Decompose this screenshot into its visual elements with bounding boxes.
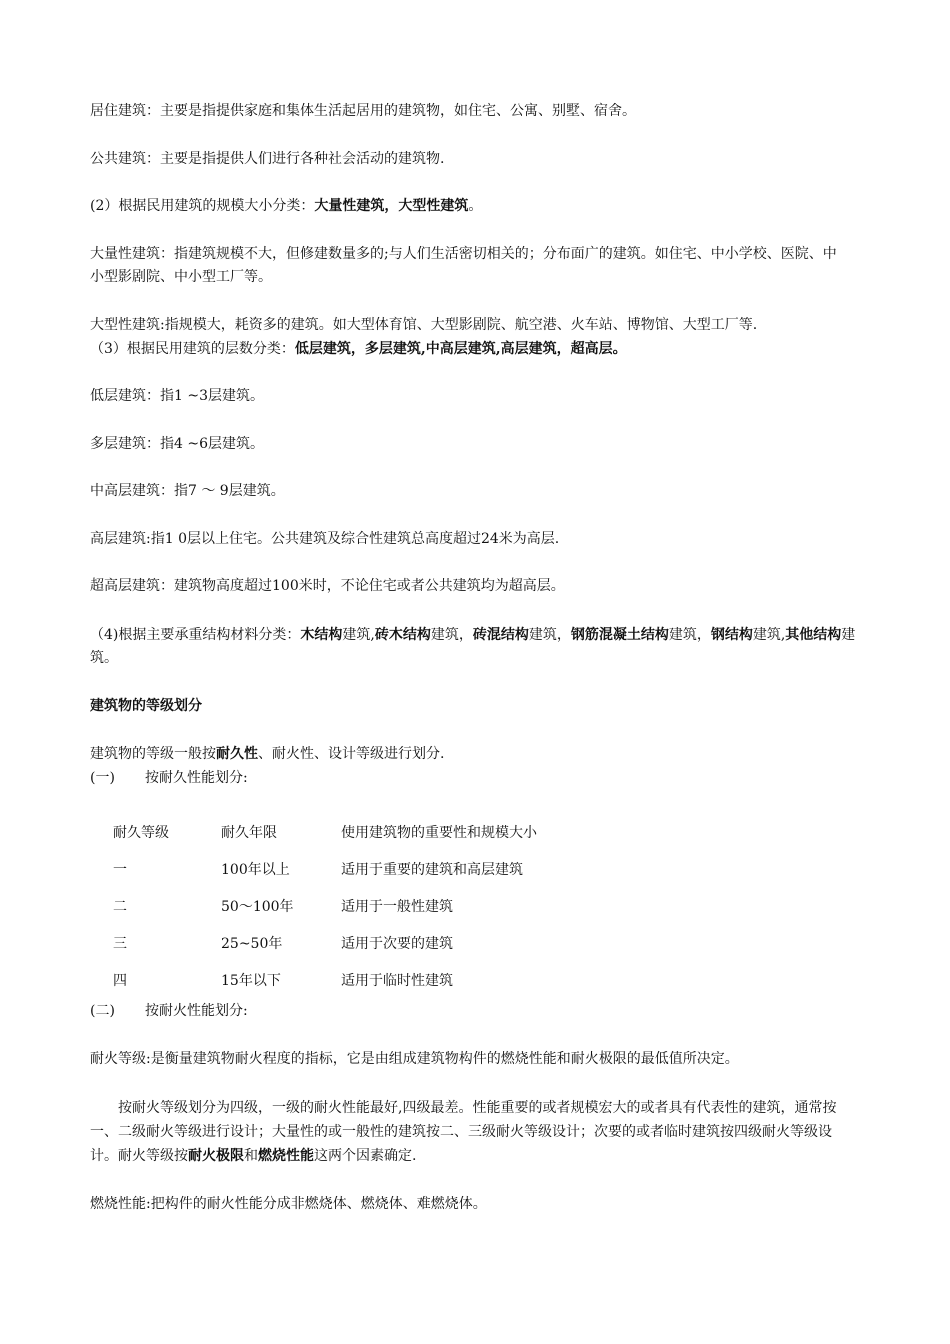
paragraph-mass-building-line2: 小型影剧院、中小型工厂等。 [90, 269, 272, 285]
text: 和 [244, 1148, 258, 1164]
paragraph-structure-material [90, 624, 865, 670]
table-row [113, 897, 453, 917]
paragraph-fire-grade-detail-line3 [90, 1145, 865, 1168]
paragraph-low-rise: 低层建筑：指1 ~3层建筑。 [90, 388, 264, 404]
subsection-number: (一) [90, 770, 115, 786]
paragraph-public: 公共建筑：主要是指提供人们进行各种社会活动的建筑物. [90, 151, 445, 167]
table-header-cell: 耐久等级 [113, 825, 169, 841]
subsection-durability [90, 767, 865, 790]
bold-text: 耐久性 [216, 746, 258, 762]
text: 建筑， [528, 627, 571, 643]
paragraph-residential: 居住建筑：主要是指提供家庭和集体生活起居用的建筑物，如住宅、公寓、别墅、宿舍。 [90, 103, 636, 119]
paragraph-super-high-rise: 超高层建筑：建筑物高度超过100米时，不论住宅或者公共建筑均为超高层。 [90, 578, 565, 594]
text: 、耐火性、设计等级进行划分. [258, 746, 445, 762]
bold-text: 低层建筑，多层建筑,中高层建筑,高层建筑，超高层。 [294, 341, 627, 357]
subsection-title: 按耐火性能划分: [145, 1003, 248, 1019]
paragraph-floor-class [90, 338, 865, 361]
paragraph-scale-class [90, 195, 865, 218]
subsection-fire-resistance [90, 1000, 865, 1023]
paragraph-fire-grade-detail-line1: 按耐火等级划分为四级，一级的耐火性能最好,四级最差。性能重要的或者规模宏大的或者具有代表性的建筑，通常按 [118, 1100, 837, 1116]
text: 建筑, [752, 627, 786, 643]
text: 建筑物的等级一般按 [90, 746, 216, 762]
bold-text: 其他结构 [785, 627, 842, 643]
text: 建筑， [430, 627, 473, 643]
table-cell: 二 [113, 899, 127, 915]
paragraph-combustion-performance: 燃烧性能:把构件的耐火性能分成非燃烧体、燃烧体、难燃烧体。 [90, 1196, 487, 1212]
table-cell: 适用于重要的建筑和高层建筑 [341, 862, 523, 878]
table-header-cell: 耐久年限 [221, 825, 277, 841]
section-heading: 建筑物的等级划分 [90, 698, 202, 714]
bold-text: 钢筋混凝土结构 [570, 627, 669, 643]
table-cell: 100年以上 [221, 862, 290, 878]
bold-text: 钢结构 [710, 627, 753, 643]
table-cell: 一 [113, 862, 127, 878]
table-row [113, 934, 453, 954]
table-header-cell: 使用建筑物的重要性和规模大小 [341, 825, 537, 841]
subsection-number: (二) [90, 1003, 115, 1019]
bold-text: 木结构 [300, 627, 343, 643]
paragraph-large-building: 大型性建筑:指规模大，耗资多的建筑。如大型体育馆、大型影剧院、航空港、火车站、博物馆、大型工厂等. [90, 317, 758, 333]
paragraph-high-rise: 高层建筑:指1 0层以上住宅。公共建筑及综合性建筑总高度超过24米为高层. [90, 531, 560, 547]
paragraph-mid-high-rise: 中高层建筑：指7 ～ 9层建筑。 [90, 483, 285, 499]
subsection-title: 按耐久性能划分: [145, 770, 248, 786]
text: 建筑。 [90, 627, 856, 666]
table-header-row [113, 823, 537, 843]
table-cell: 三 [113, 936, 127, 952]
table-cell: 四 [113, 973, 127, 989]
bold-text: 燃烧性能 [258, 1148, 314, 1164]
table-cell: 适用于次要的建筑 [341, 936, 453, 952]
paragraph-mass-building-line1: 大量性建筑：指建筑规模不大，但修建数量多的;与人们生活密切相关的；分布面广的建筑。如住宅、中小学校、医院、中 [90, 246, 837, 262]
paragraph-multi-story: 多层建筑：指4 ~6层建筑。 [90, 436, 264, 452]
table-cell: 15年以下 [221, 973, 281, 989]
table-row [113, 860, 523, 880]
text: （4)根据主要承重结构材料分类： [90, 627, 301, 643]
text: 这两个因素确定. [314, 1148, 417, 1164]
text: （3）根据民用建筑的层数分类： [90, 341, 295, 357]
table-cell: 适用于临时性建筑 [341, 973, 453, 989]
paragraph-fire-grade-detail-line2: 一、二级耐火等级进行设计；大量性的或一般性的建筑按二、三级耐火等级设计；次要的或者临时建筑按四级耐火等级设 [90, 1124, 832, 1140]
text: 建筑， [668, 627, 711, 643]
bold-text: 砖木结构 [374, 627, 431, 643]
bold-text: 耐火极限 [188, 1148, 244, 1164]
paragraph-grade-basis [90, 743, 865, 766]
table-cell: 50～100年 [221, 899, 294, 915]
paragraph-fire-grade: 耐火等级:是衡量建筑物耐火程度的指标，它是由组成建筑物构件的燃烧性能和耐火极限的最低值所决定。 [90, 1051, 739, 1067]
text: (2）根据民用建筑的规模大小分类： [90, 198, 315, 214]
text: 。 [468, 198, 483, 214]
bold-text: 大量性建筑，大型性建筑 [314, 198, 469, 214]
table-cell: 适用于一般性建筑 [341, 899, 453, 915]
bold-text: 砖混结构 [472, 627, 529, 643]
text: 计。耐火等级按 [90, 1148, 188, 1164]
text: 建筑, [342, 627, 375, 643]
table-row [113, 971, 453, 991]
table-cell: 25~50年 [221, 936, 283, 952]
